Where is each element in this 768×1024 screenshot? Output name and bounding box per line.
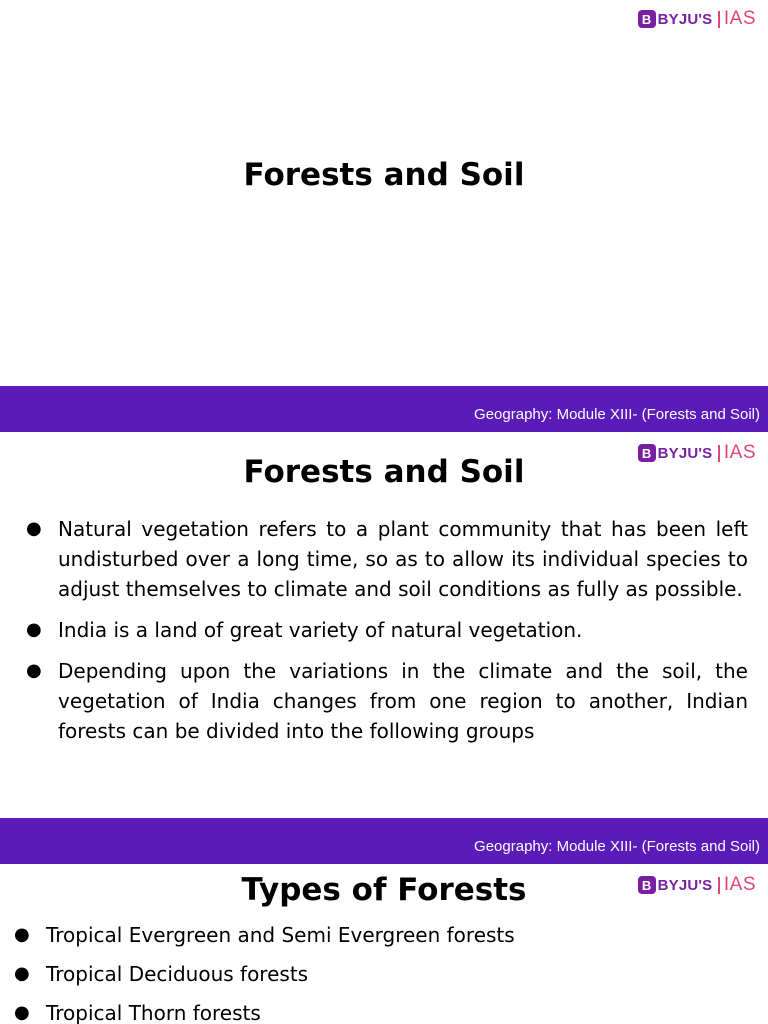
list-item [12, 920, 752, 950]
slide-2 [0, 432, 768, 818]
footer-text-2: Geography: Module XIII- (Forests and Soil) [474, 838, 760, 855]
bullet-text: Tropical Thorn forests [46, 1001, 261, 1024]
slide-2-title: Forests and Soil [243, 454, 525, 490]
logo-product-text: IAS [723, 442, 756, 463]
list-item [24, 514, 748, 604]
list-item [24, 656, 748, 746]
bullet-dot-icon: ● [26, 518, 42, 539]
byjus-badge-icon: B [638, 444, 656, 462]
bullet-dot-icon: ● [14, 963, 30, 984]
slide-1-title: Forests and Soil [243, 157, 525, 193]
bullet-dot-icon: ● [26, 619, 42, 640]
slide-2-bullet-list [24, 514, 748, 757]
list-item [12, 998, 752, 1024]
logo-product-text: IAS [723, 8, 756, 29]
list-item [12, 959, 752, 989]
bullet-dot-icon: ● [26, 660, 42, 681]
footer-band-1 [0, 386, 768, 432]
bullet-text: Tropical Evergreen and Semi Evergreen forests [46, 923, 515, 947]
byjus-ias-logo [638, 8, 756, 30]
slide-1 [0, 0, 768, 386]
bullet-text: Tropical Deciduous forests [46, 962, 309, 986]
byjus-badge-icon: B [638, 10, 656, 28]
logo-brand-text: BYJU'S [657, 10, 713, 28]
footer-band-2 [0, 818, 768, 864]
list-item [24, 615, 748, 645]
logo-divider [718, 11, 720, 28]
slide-3 [0, 864, 768, 1024]
footer-text-1: Geography: Module XIII- (Forests and Soil) [474, 406, 760, 423]
logo-brand-text: BYJU'S [657, 444, 713, 462]
logo-brand-text: BYJU'S [657, 876, 713, 894]
slide-3-title: Types of Forests [241, 872, 527, 908]
bullet-text: Natural vegetation refers to a plant community that has been left undisturbed over a long time, so as to allow its individual species to adjust themselves to climate and soil conditions as fully as possible. [58, 517, 748, 601]
slide-3-bullet-list [12, 920, 752, 1024]
bullet-text: India is a land of great variety of natural vegetation. [58, 618, 583, 642]
byjus-badge-icon: B [638, 876, 656, 894]
bullet-dot-icon: ● [14, 924, 30, 945]
bullet-dot-icon: ● [14, 1002, 30, 1023]
bullet-text: Depending upon the variations in the climate and the soil, the vegetation of India changes from one region to another, Indian forests can be divided into the following groups [58, 659, 748, 743]
logo-product-text: IAS [723, 874, 756, 895]
